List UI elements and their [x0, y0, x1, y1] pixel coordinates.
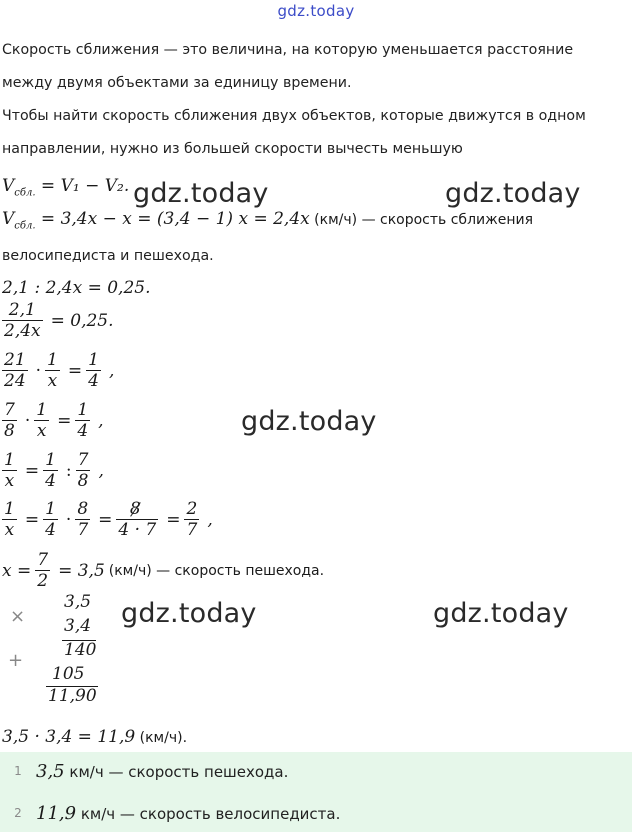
equation-lhs: x =	[2, 561, 32, 581]
equation-fraction	[2, 301, 118, 341]
fraction-den: x	[47, 371, 58, 391]
equals-sign: =	[57, 411, 72, 431]
fraction-den: 4 · 7	[118, 520, 157, 540]
fraction-den: 24	[4, 371, 26, 391]
fraction	[86, 351, 105, 391]
fraction-num: 8	[77, 499, 89, 519]
column-factor-a: 3,5	[64, 592, 92, 612]
fraction-den: 7	[77, 520, 89, 540]
formula-closing-speed-calc	[2, 209, 533, 231]
fraction-den: 8	[77, 471, 89, 491]
fraction-num: 2	[186, 499, 198, 519]
fraction	[76, 451, 95, 491]
fraction	[2, 351, 32, 391]
formula-rhs: = V₁ − V₂.	[35, 176, 130, 196]
fraction	[2, 500, 21, 540]
equation-note: (км/ч) — скорость пешехода.	[108, 563, 325, 579]
fraction-num: 1	[88, 350, 99, 370]
fraction	[184, 500, 203, 540]
fraction-den: 2	[37, 571, 49, 591]
comma: ,	[108, 361, 115, 381]
product-equation	[2, 727, 187, 747]
plus-sign: +	[8, 650, 24, 671]
answer-box	[0, 752, 632, 832]
fraction-den: 4	[45, 471, 56, 491]
fraction-den: 4	[77, 421, 89, 441]
fraction-den: 4	[88, 371, 99, 391]
fraction-num: 8	[129, 499, 141, 519]
fraction-num: 21	[4, 350, 26, 370]
equation-5	[2, 451, 108, 491]
fraction	[75, 500, 94, 540]
fraction	[2, 451, 21, 491]
column-partial-2: 105	[52, 664, 85, 684]
watermark: gdz.today	[445, 178, 581, 209]
formula-sub: сбл.	[14, 220, 36, 232]
equals-sign: =	[98, 510, 113, 530]
comma: ,	[98, 411, 104, 431]
product-note: (км/ч).	[135, 730, 188, 746]
dot-operator: ·	[35, 361, 42, 381]
formula-note-continuation: велосипедиста и пешехода.	[2, 248, 214, 264]
paragraph-rule-2: направлении, нужно из большей скорости вычесть меньшую	[2, 141, 463, 157]
fraction-den: 7	[186, 520, 198, 540]
fraction-den: x	[4, 520, 15, 540]
equals-sign: =	[166, 510, 181, 530]
paragraph-definition-2: между двумя объектами за единицу времени.	[2, 75, 352, 91]
formula-expr: = 3,4x − x = (3,4 − 1) x = 2,4x	[35, 209, 310, 229]
watermark: gdz.today	[241, 406, 377, 437]
comma: ,	[207, 510, 213, 530]
formula-var: V	[2, 209, 15, 229]
fraction-num: 1	[45, 499, 56, 519]
fraction-num: 1	[4, 499, 15, 519]
fraction	[2, 301, 47, 341]
formula-note: (км/ч) — скорость сближения	[309, 212, 534, 228]
fraction	[45, 351, 64, 391]
column-factor-b: 3,4	[64, 616, 92, 636]
column-partial-1: 140	[64, 640, 97, 660]
equation-x	[2, 551, 328, 591]
fraction	[43, 451, 62, 491]
formula-var: V	[2, 176, 15, 196]
site-title[interactable]: gdz.today	[277, 2, 355, 20]
fraction-den: x	[4, 471, 15, 491]
formula-sub: сбл.	[14, 187, 36, 199]
equals-sign: =	[24, 461, 40, 481]
formula-closing-speed	[2, 176, 129, 198]
fraction-num: 1	[4, 450, 15, 470]
watermark: gdz.today	[121, 598, 257, 629]
fraction	[43, 500, 62, 540]
dot-operator: ·	[24, 411, 31, 431]
answer-value: 11,9	[36, 802, 77, 824]
equation-rhs: = 0,25.	[50, 311, 114, 331]
fraction-num: 2,1	[2, 301, 43, 321]
equation-rhs: = 3,5	[58, 561, 105, 581]
colon-operator: :	[65, 461, 72, 481]
equation-4	[2, 401, 108, 441]
fraction-cancelled	[116, 500, 162, 540]
answer-number: 1	[14, 764, 22, 778]
answer-number: 2	[14, 806, 22, 820]
fraction-num: 1	[36, 400, 48, 420]
equals-sign: =	[67, 361, 83, 381]
fraction	[35, 551, 54, 591]
fraction-den: 8	[4, 421, 15, 441]
fraction-num: 1	[45, 450, 56, 470]
times-sign: ×	[10, 606, 26, 627]
fraction-den: 4	[45, 520, 56, 540]
watermark: gdz.today	[433, 598, 569, 629]
fraction-den: 2,4x	[4, 321, 41, 341]
answer-text: км/ч — скорость пешехода.	[64, 762, 289, 781]
watermark: gdz.today	[133, 178, 269, 209]
answer-text: км/ч — скорость велосипедиста.	[76, 804, 341, 823]
comma: ,	[98, 461, 104, 481]
equation-3	[2, 351, 118, 391]
product-expr: 3,5 · 3,4 = 11,9	[2, 727, 136, 747]
dot-operator: ·	[65, 510, 72, 530]
paragraph-rule-1: Чтобы найти скорость сближения двух объектов, которые движутся в одном	[2, 108, 586, 124]
fraction-num: 1	[47, 350, 58, 370]
column-result: 11,90	[48, 686, 97, 706]
paragraph-definition-1: Скорость сближения — это величина, на которую уменьшается расстояние	[2, 42, 574, 58]
answer-item	[0, 794, 632, 832]
equals-sign: =	[24, 510, 40, 530]
answer-item	[0, 752, 632, 790]
equation-division: 2,1 : 2,4x = 0,25.	[2, 278, 151, 298]
fraction	[75, 401, 94, 441]
fraction-num: 7	[37, 550, 49, 570]
fraction-num: 7	[77, 450, 89, 470]
fraction-num: 7	[4, 400, 15, 420]
fraction	[34, 401, 53, 441]
answer-value: 3,5	[36, 760, 65, 782]
fraction	[2, 401, 21, 441]
fraction-den: x	[36, 421, 47, 441]
equation-6	[2, 500, 217, 540]
fraction-num: 1	[77, 400, 89, 420]
